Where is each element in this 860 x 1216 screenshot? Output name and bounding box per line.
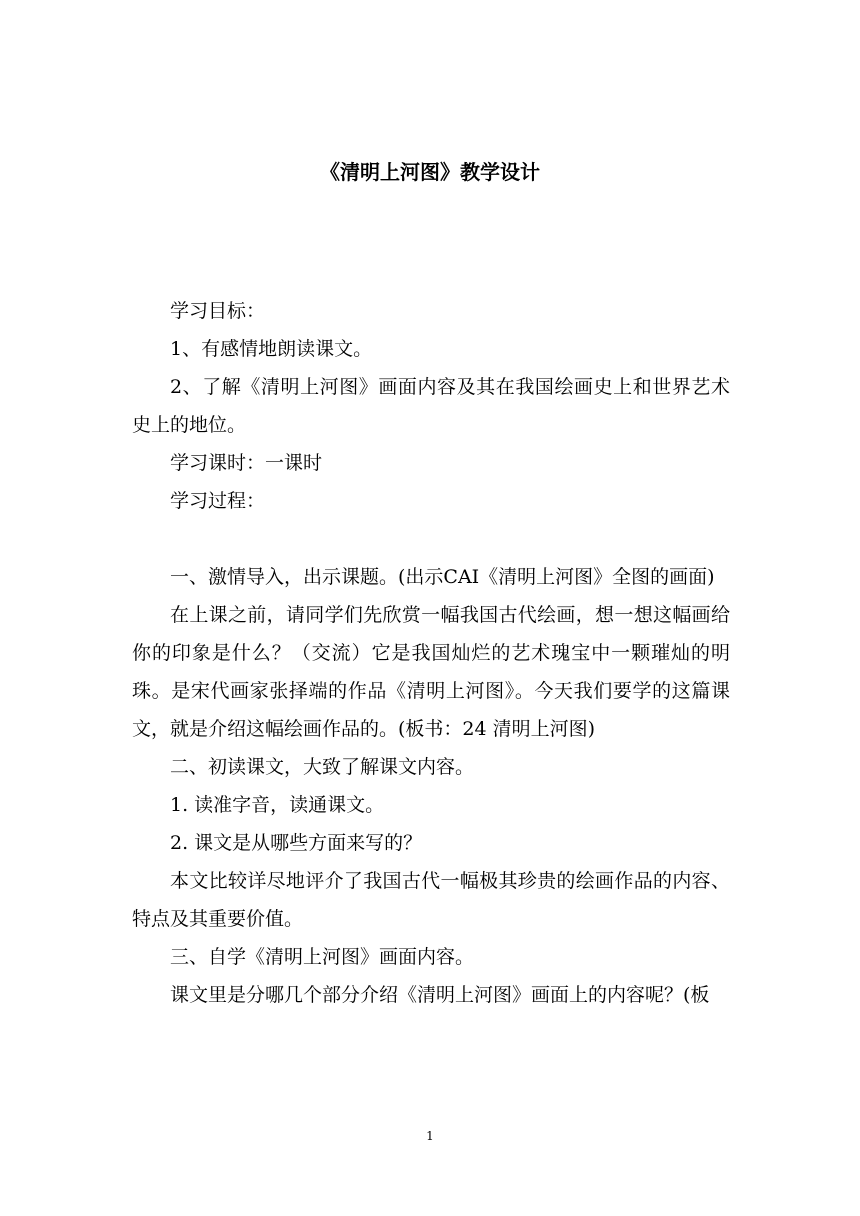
paragraph-section-3: 三、自学《清明上河图》画面内容。 bbox=[170, 946, 475, 968]
document-title: 《清明上河图》教学设计 bbox=[320, 160, 540, 184]
page-number: 1 bbox=[426, 1129, 434, 1143]
paragraph-goal-1: 1、有感情地朗读课文。 bbox=[170, 338, 373, 360]
document-body bbox=[132, 292, 730, 1014]
paragraph-introduction: 在上课之前，请同学们先欣赏一幅我国古代绘画，想一想这幅画给你的印象是什么？（交流）它是我国灿烂的艺术瑰宝中一颗璀灿的明珠。是宋代画家张择端的作品《清明上河图》。今天我们要学的这篇课文，就是介绍这幅绘画作品的。(板书：24 清明上河图) bbox=[132, 604, 730, 740]
paragraph-goal-2: 2、了解《清明上河图》画面内容及其在我国绘画史上和世界艺术史上的地位。 bbox=[132, 376, 730, 436]
paragraph-question: 课文里是分哪几个部分介绍《清明上河图》画面上的内容呢？(板 bbox=[170, 984, 710, 1006]
paragraph-spacer bbox=[132, 520, 730, 558]
paragraph-learning-goals-heading: 学习目标： bbox=[170, 300, 266, 322]
paragraph-step-1: 1. 读准字音，读通课文。 bbox=[170, 794, 385, 816]
paragraph-class-hours: 学习课时：一课时 bbox=[170, 452, 323, 474]
paragraph-summary: 本文比较详尽地评介了我国古代一幅极其珍贵的绘画作品的内容、特点及其重要价值。 bbox=[132, 870, 730, 930]
paragraph-process-heading: 学习过程： bbox=[170, 490, 266, 512]
paragraph-step-2: 2. 课文是从哪些方面来写的？ bbox=[170, 832, 423, 854]
paragraph-section-2: 二、初读课文，大致了解课文内容。 bbox=[170, 756, 475, 778]
paragraph-section-1: 一、激情导入，出示课题。(出示CAI《清明上河图》全图的画面) bbox=[170, 566, 715, 588]
